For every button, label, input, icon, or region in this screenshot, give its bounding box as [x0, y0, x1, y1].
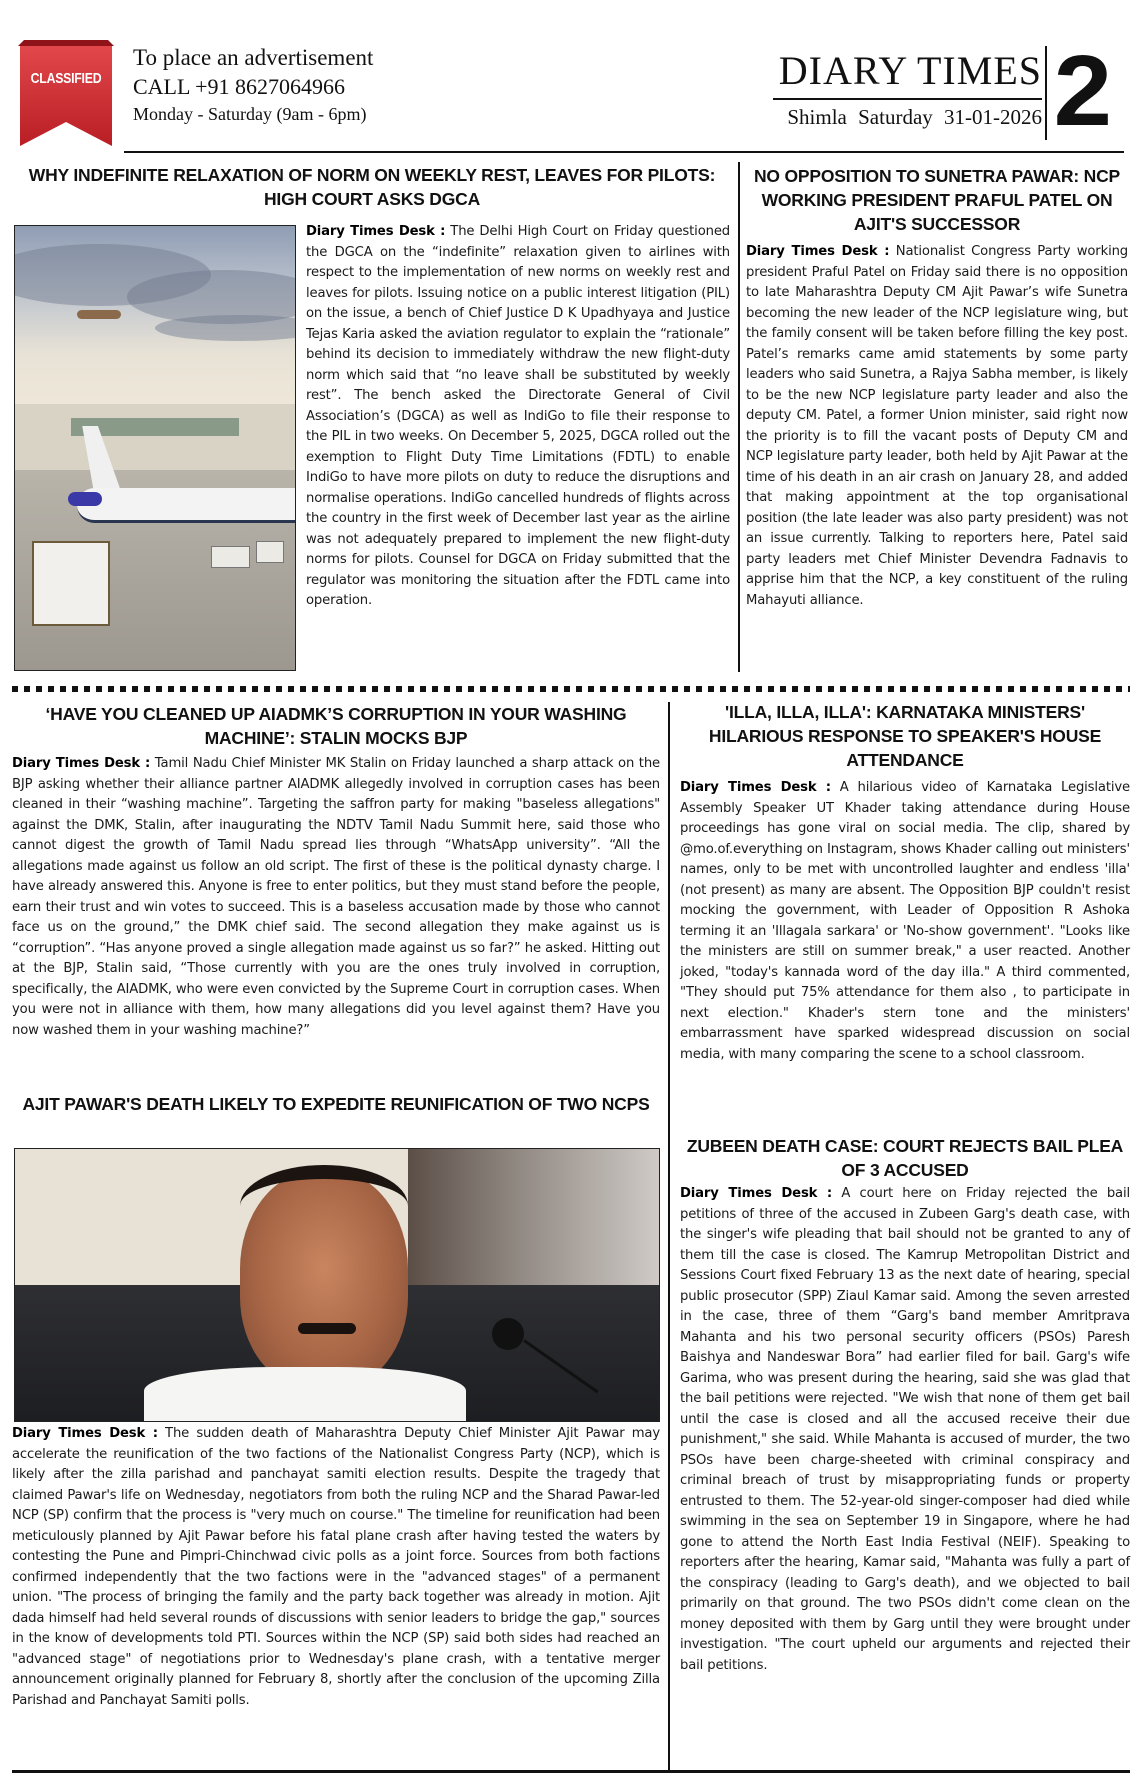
ad-phone: CALL +91 8627064966: [133, 74, 346, 99]
body-text: The Delhi High Court on Friday questioned the DGCA on the “indefinite” relaxation given to airlines with respect to the implementation of new norms on weekly rest and leaves for pilots. Issuing notice on a public interest litigation (PIL) on the issue, a bench of Chief Justice D K Upadhyaya and Justice Tejas Karia asked the aviation regulator to explain the “rationale” behind its decision to immediately withdraw the new flight-duty norm which said that “no leave shall be substituted by weekly rest”. The bench asked the Directorate General of Civil Association’s (DGCA) as well as IndiGo to file their response to the PIL in two weeks. On December 5, 2025, DGCA rolled out the exemption to Flight Duty Time Limitations (FDTL) to enable IndiGo to have more pilots on duty to reduce the disruptions and normalise operations. IndiGo cancelled hundreds of flights across the country in the first week of December last year as the airline was not adequately prepared to implement the new flight-duty norms for pilots. Counsel for DGCA on Friday submitted that the regulator was monitoring the situation after the FDTL came into operation.: [306, 224, 731, 608]
body-text: A court here on Friday rejected the bail petitions of three of the accused in Zubeen Garg's death case, with the singer's wife pleading that bail should not be granted to any of them till the case is closed. The Kamrup Metropolitan District and Sessions Court fixed February 13 as the next date of hearing, special public prosecutor (SPP) Ziaul Kamar said. Among the seven arrested in the case, three of them “Garg's band member Amritprava Mahanta and his two personal security officers (PSOs) Paresh Baishya and Nandeswar Bora” had earlier filed for bail. Garg's wife Garima, who was present during the hearing, said she was glad that the bail petitions were rejected. "We wish that none of them get bail until the case is closed and all the accused receive their due punishment," she said. While Mahanta is accused of murder, the two PSOs have been charge-sheeted with criminal conspiracy and criminal breach of trust by misappropriating funds or property entrusted to them. The 52-year-old singer-composer had died while swimming in the sea on September 19 in Singapore, where he had gone to attend the North East India Festival (NEIF). Speaking to reporters after the hearing, Kamar said, "Mahanta was fully a part of the conspiracy (leading to Garg's death), and we objected to bail primarily on that ground. The two PSOs didn't come clean on the money deposited with them by Garg until they were brought under investigation. "The court upheld our arguments and rejected their bail petitions.: [680, 1186, 1131, 1673]
byline: Diary Times Desk :: [680, 780, 831, 795]
ajit-pawar-photo: [14, 1148, 660, 1422]
classified-ribbon: [16, 40, 116, 148]
masthead: [773, 48, 1042, 132]
airport-photo: [14, 225, 296, 671]
article-ncp-reunification: [12, 1092, 660, 1116]
section-divider: [12, 686, 1130, 692]
ribbon-icon: [16, 40, 116, 148]
body-text: Nationalist Congress Party working president Praful Patel on Friday said there is no opposition to late Maharashtra Deputy CM Ajit Pawar’s wife Sunetra becoming the new leader of the NCP legislature wing, but the family consent will be taken before filling the key post. Patel’s remarks came amid statements by some party leaders who said Sunetra, a Rajya Sabha member, is likely to be the new NCP legislature party leader and also the deputy CM. Patel, a former Union minister, said right now the priority is to fill the vacant posts of Deputy CM and NCP legislature party leader, both held by Ajit Pawar at the time of his death in an air crash on January 28, and added that making appointment at the top organisational position (the late leader was also party president) was not an issue currently. Talking to reporters here, Patel said party leaders met Chief Minister Devendra Fadnavis to apprise him that the NCP, a key constituent of the ruling Mahayuti alliance.: [746, 244, 1129, 608]
article-body: [746, 242, 1128, 611]
article-stalin: [12, 702, 660, 1041]
article-dgca: [14, 163, 730, 211]
byline: Diary Times Desk :: [12, 1426, 158, 1441]
masthead-divider: [1045, 46, 1047, 140]
body-text: Tamil Nadu Chief Minister MK Stalin on Friday launched a sharp attack on the BJP asking whether their alliance partner AIADMK allegedly involved in corruption cases has been cleaned in their “washing machine”. Targeting the saffron party for making "baseless allegations" against the DMK, Stalin, after inaugurating the NDTV Tamil Nadu Summit here, said those who cannot digest the growth of Tamil Nadu spread lies through “WhatsApp university”. “All the allegations made against us follow an old script. The first of these is the political dynasty charge. I have already answered this. Anyone is free to enter politics, but they must stand before the people, earn their trust and win votes to succeed. This is a baseless accusation made by those who cannot face us on the ground,” the DMK chief said. The second allegation they make against us is “corruption”. “Has anyone proved a single allegation made against us so far?” he asked. Hitting out at the BJP, Stalin said, “Those currently with you are the ones truly involved in corruption, specifically, the AIADMK, who were even convicted by the Supreme Court in corruption cases. When you were not in alliance with them, how many allegations did you level against them? Have you now washed them in your washing machine?”: [12, 756, 661, 1038]
body-text: A hilarious video of Karnataka Legislative Assembly Speaker UT Khader taking attendance during House proceedings has gone viral on social media. The clip, shared by @mo.of.everything on Instagram, shows Khader calling out ministers' names, only to be met with uncontrolled laughter and endless 'illa' (not present) as many are absent. The Opposition BJP couldn't resist mocking the government, with Leader of Opposition R Ashoka terming it an 'Illagala sarkara' or 'No-show government'. "Looks like the ministers are still on summer break," a user reacted. Another joked, "today's kannada word of the day illa." A third commented, "They should put 75% attendance for them also , to participate in next election." Khader's stern tone and the ministers' embarrassment have sparked widespread discussion on social media, with many comparing the scene to a school classroom.: [680, 780, 1131, 1062]
article-body: [680, 778, 1130, 1065]
page-number: 2: [1053, 35, 1113, 147]
ad-headline: To place an advertisement: [133, 45, 374, 70]
paper-name: DIARY TIMES: [773, 48, 1042, 100]
footer-rule: [12, 1770, 1130, 1773]
article-sunetra: [746, 164, 1128, 611]
classified-label: CLASSIFIED: [30, 70, 102, 87]
article-zubeen: [680, 1134, 1130, 1676]
byline: Diary Times Desk :: [746, 244, 890, 259]
article-body: [12, 1424, 660, 1711]
body-text: The sudden death of Maharashtra Deputy Chief Minister Ajit Pawar may accelerate the reunification of the two factions of the Nationalist Congress Party (NCP), which is likely after the zilla parishad and panchayat samiti election results. Despite the tragedy that claimed Pawar's life on Wednesday, negotiators from both the ruling NCP and the Sharad Pawar-led NCP (SP) confirm that the process is "very much on course." The timeline for reunification had been meticulously planned by Ajit Pawar before his fatal plane crash after having tested the waters by contesting the Pune and Pimpri-Chinchwad civic polls as a joint force. Sources from both factions confirmed independently that the two factions were in the "advanced stages" of a permanent union. "The process of bringing the family and the party back together was already in motion. Ajit dada himself had held several rounds of discussions with senior leaders to bridge the gap," sources in the know of developments told PTI. Sources within the NCP (SP) said both sides had reached an "advanced stage" of negotiations prior to Wednesday's plane crash, with a tentative merger announcement originally planned for February 8, shortly after the conclusion of the upcoming Zilla Parishad and Panchayat Samiti polls.: [12, 1426, 661, 1708]
article-illa: [680, 700, 1130, 1065]
byline: Diary Times Desk :: [306, 224, 446, 239]
headline: ZUBEEN DEATH CASE: COURT REJECTS BAIL PLEA OF 3 ACCUSED: [686, 1136, 1124, 1180]
headline: AJIT PAWAR'S DEATH LIKELY TO EXPEDITE REUNIFICATION OF TWO NCPS: [22, 1094, 650, 1114]
advertisement-info: [133, 44, 373, 126]
article-body: [12, 754, 660, 1041]
header-rule: [124, 151, 1124, 153]
headline: ‘HAVE YOU CLEANED UP AIADMK’S CORRUPTION IN YOUR WASHING MACHINE’: STALIN MOCKS BJP: [45, 704, 627, 748]
headline: NO OPPOSITION TO SUNETRA PAWAR: NCP WORKING PRESIDENT PRAFUL PATEL ON AJIT'S SUCCESSOR: [753, 166, 1121, 234]
headline: 'ILLA, ILLA, ILLA': KARNATAKA MINISTERS' HILARIOUS RESPONSE TO SPEAKER'S HOUSE ATTENDANCE: [708, 702, 1102, 770]
article-body: [306, 222, 730, 612]
dateline: Shimla Saturday 31-01-2026: [787, 105, 1042, 129]
column-divider: [738, 162, 740, 672]
column-divider: [668, 702, 670, 1772]
article-body: [680, 1184, 1130, 1676]
headline: WHY INDEFINITE RELAXATION OF NORM ON WEEKLY REST, LEAVES FOR PILOTS: HIGH COURT ASKS DGCA: [28, 165, 716, 209]
byline: Diary Times Desk :: [12, 756, 151, 771]
byline: Diary Times Desk :: [680, 1186, 833, 1201]
ad-hours: Monday - Saturday (9am - 6pm): [133, 104, 367, 124]
